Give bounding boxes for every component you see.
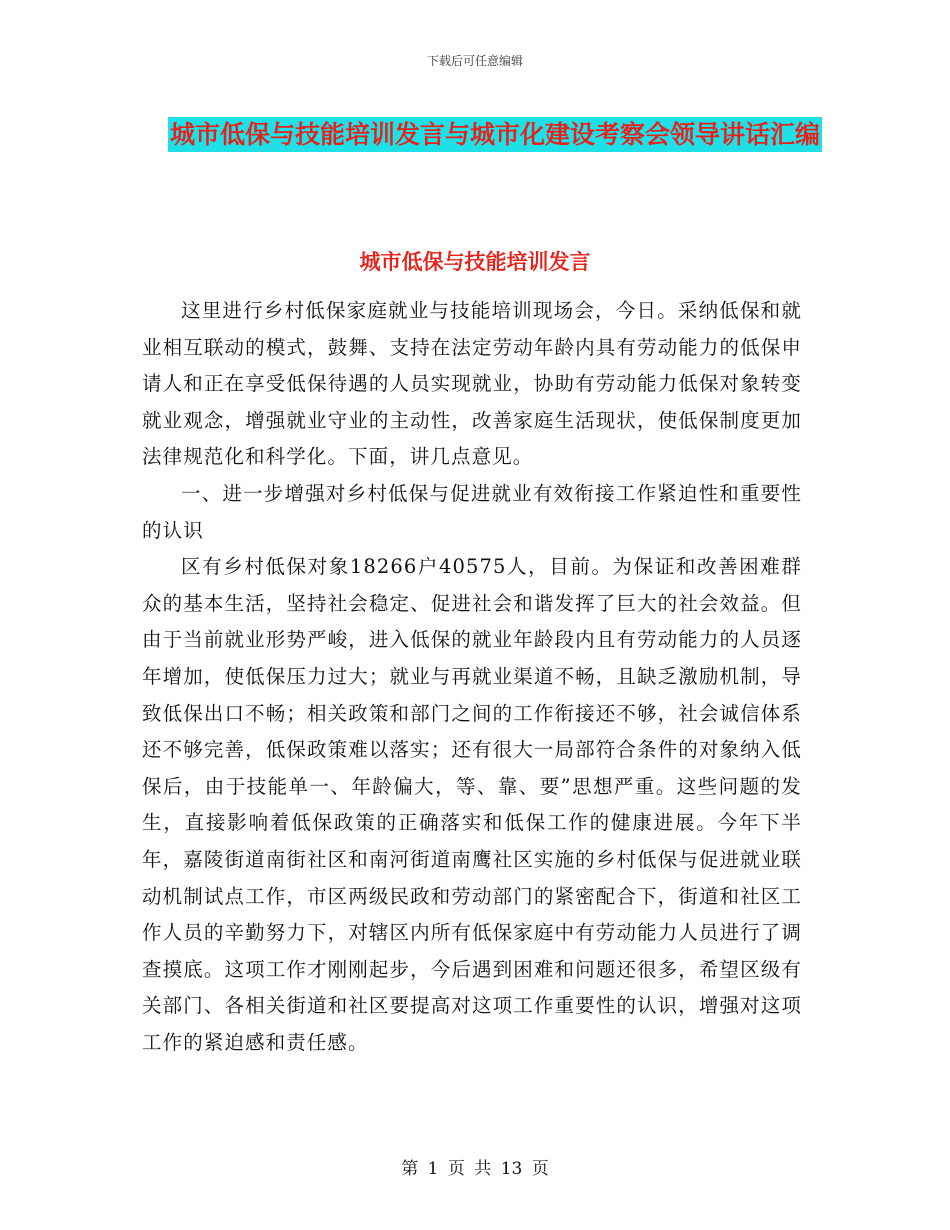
- body-paragraph-heading: 一、进一步增强对乡村低保与促进就业有效衔接工作紧迫性和重要性的认识: [142, 481, 802, 542]
- page-header-note: 下载后可任意编辑: [426, 54, 523, 68]
- section-title: 城市低保与技能培训发言: [359, 250, 591, 274]
- body-paragraph: 区有乡村低保对象18266户40575人，目前。为保证和改善困难群众的基本生活，坚持社会稳定、促进社会和谐发挥了巨大的社会效益。但由于当前就业形势严峻，进入低保的就业年龄段内且有劳动能力的人员逐年增加，使低保压力过大；就业与再就业渠道不畅，且缺乏激励机制，导致低保出口不畅；相关政策和部门之间的工作衔接还不够，社会诚信体系还不够完善，低保政策难以落实；还有很大一局部符合条件的对象纳入低保后，由于技能单一、年龄偏大，等、靠、要”思想严重。这些问题的发生，直接影响着低保政策的正确落实和低保工作的健康进展。今年下半年，嘉陵街道南街社区和南河街道南鹰社区实施的乡村低保与促进就业联动机制试点工作，市区两级民政和劳动部门的紧密配合下，街道和社区工作人员的辛勤努力下，对辖区内所有低保家庭中有劳动能力人员进行了调查摸底。这项工作才刚刚起步，今后遇到困难和问题还很多，希望区级有关部门、各相关街道和社区要提高对这项工作重要性的认识，增强对这项工作的紧迫感和责任感。: [142, 555, 802, 1054]
- page-number-footer: 第 1 页 共 13 页: [401, 1159, 549, 1179]
- document-body: [142, 293, 802, 1061]
- document-title-text: 城市低保与技能培训发言与城市化建设考察会领导讲话汇编: [168, 117, 822, 152]
- body-paragraph: 这里进行乡村低保家庭就业与技能培训现场会，今日。采纳低保和就业相互联动的模式，鼓舞、支持在法定劳动年龄内具有劳动能力的低保申请人和正在享受低保待遇的人员实现就业，协助有劳动能力低保对象转变就业观念，增强就业守业的主动性，改善家庭生活现状，使低保制度更加法律规范化和科学化。下面，讲几点意见。: [142, 299, 802, 469]
- document-title: [150, 108, 840, 162]
